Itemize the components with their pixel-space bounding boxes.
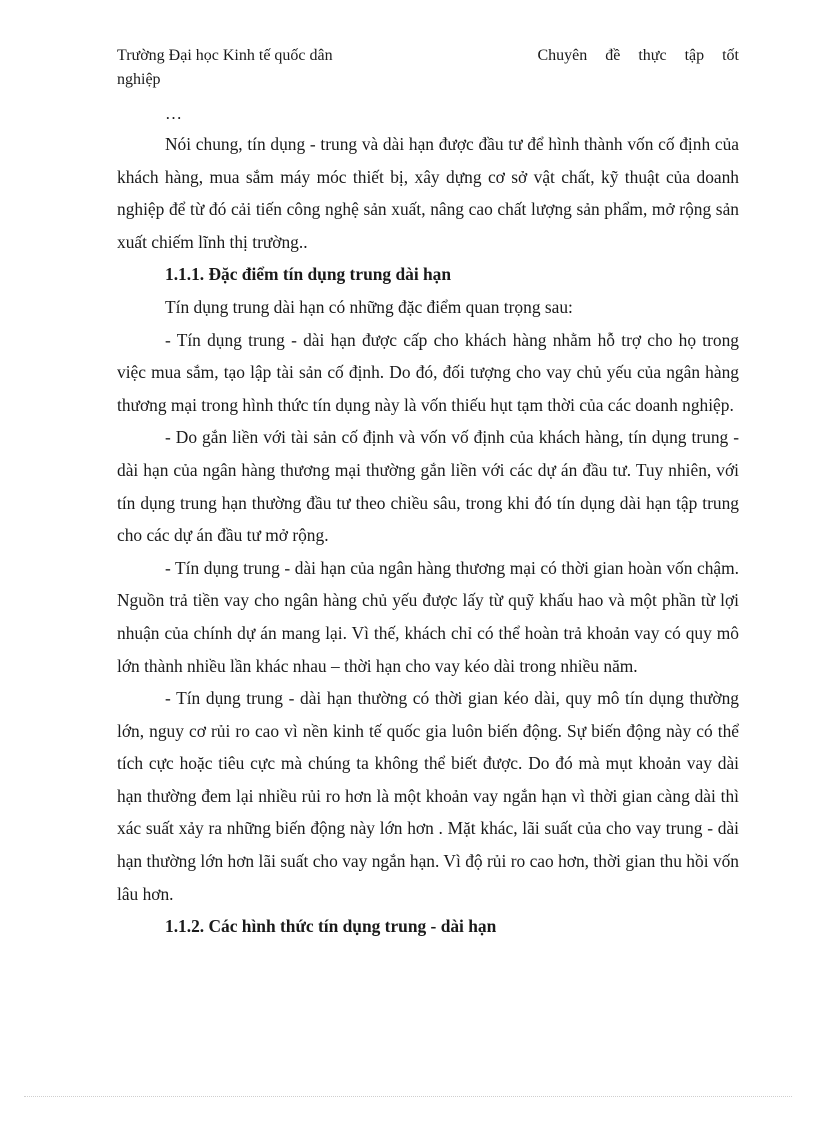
header-report-title-continued: nghiệp xyxy=(117,71,161,88)
section-heading-1-1-1: 1.1.1. Đặc điểm tín dụng trung dài hạn xyxy=(165,264,452,285)
header-report-title: Chuyên đề thực tập tốt xyxy=(537,47,739,64)
paragraph-intro: Nói chung, tín dụng - trung và dài hạn được đầu tư để hình thành vốn cố định của khách hàng, mua sắm máy móc thiết bị, xây dựng cơ sở vật chất, kỹ thuật của doanh nghiệp để từ đó cải tiến công nghệ sản xuất, nâng cao chất lượng sản phẩm, mở rộng sản xuất chiếm lĩnh thị trường.. xyxy=(117,134,739,252)
paragraph-bullet-1: - Tín dụng trung - dài hạn được cấp cho khách hàng nhằm hỗ trợ cho họ trong việc mua sắm, tạo lập tài sản cố định. Do đó, đối tượng cho vay chủ yếu của ngân hàng thương mại trong hình thức tín dụng này là vốn thiếu hụt tạm thời của các doanh nghiệp. xyxy=(117,329,739,415)
header-university: Trường Đại học Kinh tế quốc dân xyxy=(117,47,333,64)
page-bottom-divider xyxy=(24,1096,792,1097)
continuation-ellipsis: … xyxy=(165,104,182,123)
paragraph-bullet-4: - Tín dụng trung - dài hạn thường có thời gian kéo dài, quy mô tín dụng thường lớn, nguy cơ rủi ro cao vì nền kinh tế quốc gia luôn biến động. Sự biến động này có thể tích cực hoặc tiêu cực mà chúng ta không thể biết được. Do đó mà mụt khoản vay dài hạn thường đem lại nhiều rủi ro hơn là một khoản vay ngắn hạn vì thời gian càng dài thì xác suất xảy ra những biến động này lớn hơn . Mặt khác, lãi suất của cho vay trung - dài hạn thường lớn hơn lãi suất cho vay ngắn hạn. Vì độ rủi ro cao hơn, thời gian thu hồi vốn lâu hơn. xyxy=(117,688,739,904)
paragraph-characteristics-intro: Tín dụng trung dài hạn có những đặc điểm quan trọng sau: xyxy=(165,296,573,317)
paragraph-bullet-3: - Tín dụng trung - dài hạn của ngân hàng thương mại có thời gian hoàn vốn chậm. Nguồn trả tiền vay cho ngân hàng chủ yếu được lấy từ quỹ khấu hao và một phần từ lợi nhuận của chính dự án mang lại. Vì thế, khách chỉ có thể hoàn trả khoản vay có quy mô lớn thành nhiều lần khác nhau – thời hạn cho vay kéo dài trong nhiều năm. xyxy=(117,557,739,676)
section-heading-1-1-2: 1.1.2. Các hình thức tín dụng trung - dài hạn xyxy=(165,916,497,937)
paragraph-bullet-2: - Do gắn liền với tài sản cố định và vốn vố định của khách hàng, tín dụng trung - dài hạn của ngân hàng thương mại thường gắn liền với các dự án đầu tư. Tuy nhiên, với tín dụng trung hạn thường đầu tư theo chiều sâu, trong khi đó tín dụng dài hạn tập trung cho các dự án đầu tư mở rộng. xyxy=(117,427,739,546)
document-body xyxy=(117,128,739,943)
